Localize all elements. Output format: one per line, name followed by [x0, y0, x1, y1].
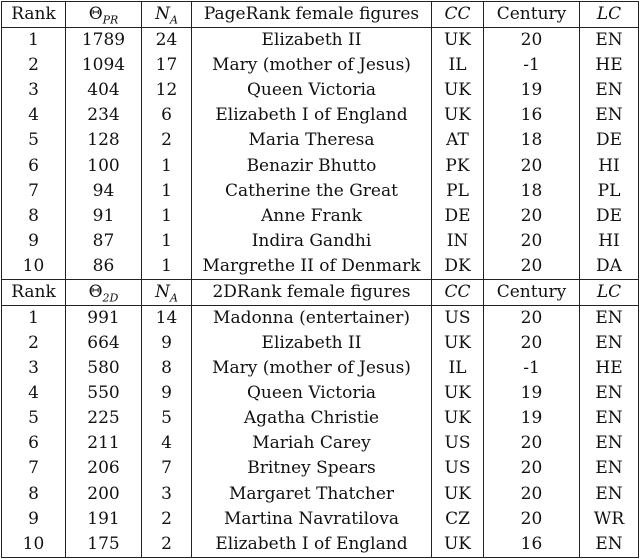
cell-rank: 3: [2, 356, 66, 381]
cell-lc: EN: [580, 331, 639, 356]
table-row: [2, 78, 639, 103]
cell-na: 2: [142, 507, 192, 532]
cell-century: 20: [484, 204, 580, 229]
cell-theta: 404: [66, 78, 142, 103]
cell-cc: DK: [432, 254, 484, 280]
cell-na: 24: [142, 28, 192, 54]
cell-name: Anne Frank: [192, 204, 432, 229]
cell-theta: 206: [66, 456, 142, 481]
cell-na: 7: [142, 456, 192, 481]
cell-name: Queen Victoria: [192, 381, 432, 406]
cell-century: -1: [484, 356, 580, 381]
cell-cc: CZ: [432, 507, 484, 532]
cell-na: 1: [142, 204, 192, 229]
header-lc: LC: [580, 2, 639, 28]
cell-lc: EN: [580, 381, 639, 406]
cell-na: 14: [142, 305, 192, 331]
cell-na: 1: [142, 229, 192, 254]
table-row: [2, 331, 639, 356]
table-row: [2, 305, 639, 331]
cell-century: -1: [484, 53, 580, 78]
table-row: [2, 103, 639, 128]
cell-cc: DE: [432, 204, 484, 229]
cell-lc: PL: [580, 179, 639, 204]
cell-lc: HI: [580, 229, 639, 254]
table-row: [2, 53, 639, 78]
cell-name: Mariah Carey: [192, 431, 432, 456]
cell-name: Indira Gandhi: [192, 229, 432, 254]
cell-century: 20: [484, 456, 580, 481]
cell-rank: 7: [2, 456, 66, 481]
cell-na: 2: [142, 128, 192, 153]
cell-na: 1: [142, 153, 192, 178]
cell-lc: EN: [580, 431, 639, 456]
cell-name: Elizabeth I of England: [192, 532, 432, 558]
cell-theta: 175: [66, 532, 142, 558]
header-theta: $\Theta_{PR}$: [66, 2, 142, 28]
cell-na: 1: [142, 179, 192, 204]
cell-na: 9: [142, 331, 192, 356]
cell-rank: 1: [2, 305, 66, 331]
cell-century: 16: [484, 103, 580, 128]
cell-name: Martina Navratilova: [192, 507, 432, 532]
cell-na: 17: [142, 53, 192, 78]
cell-name: Madonna (entertainer): [192, 305, 432, 331]
cell-rank: 5: [2, 128, 66, 153]
table-row: [2, 356, 639, 381]
table-row: [2, 179, 639, 204]
cell-rank: 8: [2, 482, 66, 507]
cell-lc: EN: [580, 28, 639, 54]
header-cc: CC: [432, 2, 484, 28]
table-row: [2, 153, 639, 178]
header-row: [2, 279, 639, 305]
cell-lc: EN: [580, 305, 639, 331]
table-row: [2, 128, 639, 153]
header-cc: CC: [432, 279, 484, 305]
table-row: [2, 28, 639, 54]
cell-theta: 1094: [66, 53, 142, 78]
table-row: [2, 229, 639, 254]
cell-century: 20: [484, 507, 580, 532]
cell-century: 20: [484, 254, 580, 280]
cell-theta: 234: [66, 103, 142, 128]
cell-rank: 10: [2, 532, 66, 558]
cell-rank: 6: [2, 153, 66, 178]
cell-theta: 87: [66, 229, 142, 254]
cell-cc: PK: [432, 153, 484, 178]
cell-cc: IN: [432, 229, 484, 254]
table-row: [2, 456, 639, 481]
cell-cc: UK: [432, 381, 484, 406]
cell-theta: 991: [66, 305, 142, 331]
cell-century: 20: [484, 482, 580, 507]
cell-rank: 9: [2, 229, 66, 254]
cell-rank: 7: [2, 179, 66, 204]
cell-century: 19: [484, 406, 580, 431]
cell-theta: 191: [66, 507, 142, 532]
cell-theta: 100: [66, 153, 142, 178]
cell-rank: 2: [2, 53, 66, 78]
cell-lc: DA: [580, 254, 639, 280]
cell-na: 1: [142, 254, 192, 280]
cell-cc: UK: [432, 28, 484, 54]
header-figures: 2DRank female figures: [192, 279, 432, 305]
cell-name: Margaret Thatcher: [192, 482, 432, 507]
cell-lc: EN: [580, 456, 639, 481]
cell-name: Catherine the Great: [192, 179, 432, 204]
cell-rank: 4: [2, 103, 66, 128]
cell-cc: UK: [432, 78, 484, 103]
cell-theta: 580: [66, 356, 142, 381]
cell-na: 12: [142, 78, 192, 103]
cell-theta: 86: [66, 254, 142, 280]
cell-lc: DE: [580, 204, 639, 229]
ranking-table: [1, 1, 639, 558]
cell-rank: 8: [2, 204, 66, 229]
cell-century: 16: [484, 532, 580, 558]
cell-rank: 4: [2, 381, 66, 406]
cell-cc: AT: [432, 128, 484, 153]
table-row: [2, 507, 639, 532]
cell-cc: UK: [432, 532, 484, 558]
cell-theta: 664: [66, 331, 142, 356]
cell-cc: US: [432, 305, 484, 331]
cell-name: Queen Victoria: [192, 78, 432, 103]
table-row: [2, 431, 639, 456]
cell-rank: 2: [2, 331, 66, 356]
cell-theta: 200: [66, 482, 142, 507]
cell-century: 19: [484, 381, 580, 406]
table-row: [2, 204, 639, 229]
header-figures: PageRank female figures: [192, 2, 432, 28]
header-rank: Rank: [2, 279, 66, 305]
cell-century: 20: [484, 331, 580, 356]
cell-lc: EN: [580, 532, 639, 558]
table-row: [2, 254, 639, 280]
table-row: [2, 482, 639, 507]
cell-lc: EN: [580, 406, 639, 431]
cell-cc: US: [432, 431, 484, 456]
cell-theta: 550: [66, 381, 142, 406]
cell-century: 20: [484, 229, 580, 254]
cell-cc: UK: [432, 103, 484, 128]
cell-rank: 5: [2, 406, 66, 431]
cell-name: Margrethe II of Denmark: [192, 254, 432, 280]
cell-name: Elizabeth II: [192, 331, 432, 356]
cell-name: Benazir Bhutto: [192, 153, 432, 178]
cell-lc: EN: [580, 482, 639, 507]
cell-cc: IL: [432, 356, 484, 381]
cell-cc: UK: [432, 331, 484, 356]
cell-na: 8: [142, 356, 192, 381]
cell-na: 9: [142, 381, 192, 406]
cell-cc: US: [432, 456, 484, 481]
cell-na: 2: [142, 532, 192, 558]
cell-theta: 1789: [66, 28, 142, 54]
cell-century: 20: [484, 28, 580, 54]
header-century: Century: [484, 2, 580, 28]
header-row: [2, 2, 639, 28]
cell-rank: 10: [2, 254, 66, 280]
cell-name: Elizabeth II: [192, 28, 432, 54]
cell-name: Mary (mother of Jesus): [192, 53, 432, 78]
cell-name: Elizabeth I of England: [192, 103, 432, 128]
cell-name: Maria Theresa: [192, 128, 432, 153]
cell-name: Britney Spears: [192, 456, 432, 481]
cell-name: Agatha Christie: [192, 406, 432, 431]
cell-na: 5: [142, 406, 192, 431]
cell-century: 20: [484, 431, 580, 456]
cell-rank: 1: [2, 28, 66, 54]
cell-rank: 3: [2, 78, 66, 103]
cell-century: 18: [484, 179, 580, 204]
cell-rank: 9: [2, 507, 66, 532]
cell-cc: UK: [432, 406, 484, 431]
cell-lc: WR: [580, 507, 639, 532]
cell-theta: 128: [66, 128, 142, 153]
header-na: $N_A$: [142, 279, 192, 305]
cell-theta: 225: [66, 406, 142, 431]
cell-lc: EN: [580, 103, 639, 128]
header-century: Century: [484, 279, 580, 305]
cell-na: 4: [142, 431, 192, 456]
cell-lc: DE: [580, 128, 639, 153]
cell-lc: HI: [580, 153, 639, 178]
cell-century: 19: [484, 78, 580, 103]
cell-rank: 6: [2, 431, 66, 456]
cell-cc: UK: [432, 482, 484, 507]
cell-century: 18: [484, 128, 580, 153]
cell-century: 20: [484, 305, 580, 331]
cell-lc: EN: [580, 78, 639, 103]
cell-century: 20: [484, 153, 580, 178]
cell-theta: 91: [66, 204, 142, 229]
cell-name: Mary (mother of Jesus): [192, 356, 432, 381]
table-row: [2, 406, 639, 431]
header-na: $N_A$: [142, 2, 192, 28]
cell-cc: PL: [432, 179, 484, 204]
table-row: [2, 381, 639, 406]
cell-na: 6: [142, 103, 192, 128]
cell-na: 3: [142, 482, 192, 507]
cell-lc: HE: [580, 356, 639, 381]
table-body: [2, 2, 639, 558]
cell-cc: IL: [432, 53, 484, 78]
cell-lc: HE: [580, 53, 639, 78]
header-theta: $\Theta_{2D}$: [66, 279, 142, 305]
cell-theta: 211: [66, 431, 142, 456]
header-lc: LC: [580, 279, 639, 305]
cell-theta: 94: [66, 179, 142, 204]
table-row: [2, 532, 639, 558]
header-rank: Rank: [2, 2, 66, 28]
